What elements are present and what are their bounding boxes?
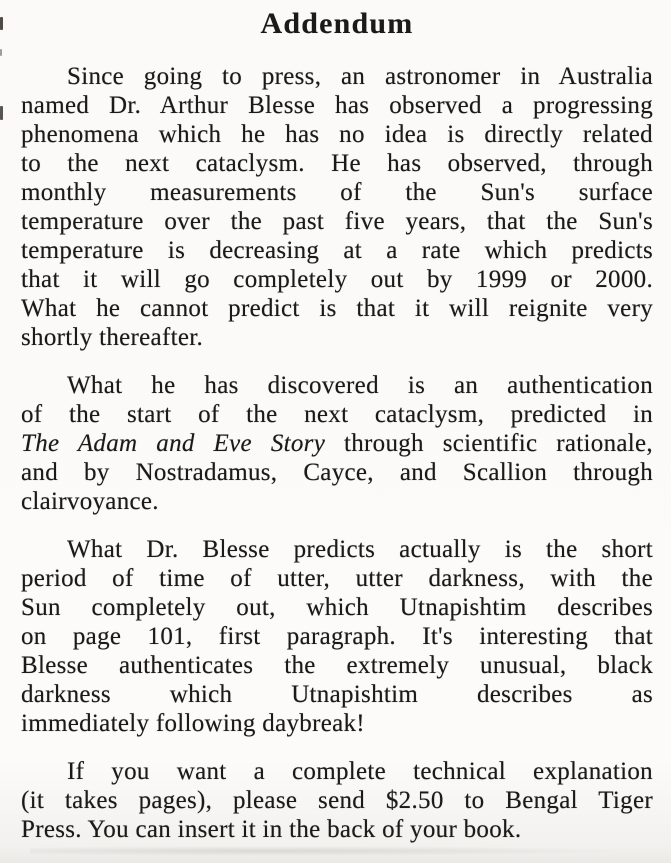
text-line: phenomena which he has no idea is directly related	[21, 121, 653, 148]
text-line: clairvoyance.	[21, 488, 159, 515]
scan-artifact	[0, 17, 3, 30]
text-line	[21, 429, 653, 458]
text-line: darkness which Utnapishtim describes as	[21, 681, 653, 708]
text-line: monthly measurements of the Sun's surface	[21, 179, 653, 206]
scan-artifact	[0, 106, 3, 120]
paragraph-3	[21, 535, 653, 738]
book-title-italic: The Adam and Eve Story	[21, 430, 326, 457]
text-line: shortly thereafter.	[21, 324, 204, 351]
text-line: Blesse authenticates the extremely unusual, black	[21, 652, 653, 679]
text-line: What he cannot predict is that it will reignite very	[21, 295, 653, 322]
paragraph-2	[21, 371, 653, 516]
text-line: on page 101, first paragraph. It's interesting that	[21, 623, 653, 650]
text-line: that it will go completely out by 1999 or 2000.	[21, 266, 653, 293]
text-line: If you want a complete technical explanation	[67, 758, 653, 785]
text-line: period of time of utter, utter darkness, with the	[21, 565, 653, 592]
text-line: (it takes pages), please send $2.50 to Bengal Tiger	[21, 787, 653, 814]
text-line: temperature over the past five years, that the Sun's	[21, 208, 653, 235]
paragraph-1	[21, 62, 653, 352]
text-line: temperature is decreasing at a rate which predicts	[21, 237, 653, 264]
text-line: to the next cataclysm. He has observed, through	[21, 150, 653, 177]
text-line: immediately following daybreak!	[21, 710, 365, 737]
text-line: Sun completely out, which Utnapishtim describes	[21, 594, 653, 621]
text-line: named Dr. Arthur Blesse has observed a progressing	[21, 92, 653, 119]
page-title: Addendum	[260, 7, 414, 40]
scan-artifact	[0, 49, 2, 56]
text-line: Press. You can insert it in the back of your book.	[21, 816, 522, 843]
text-segment: through scientific rationale,	[325, 430, 653, 457]
scan-smudge	[30, 846, 631, 856]
text-line: of the start of the next cataclysm, predicted in	[21, 401, 653, 428]
text-line: and by Nostradamus, Cayce, and Scallion through	[21, 459, 653, 486]
text-line: What Dr. Blesse predicts actually is the short	[67, 536, 653, 563]
paragraph-4	[21, 757, 653, 844]
text-line: Since going to press, an astronomer in Australia	[67, 63, 653, 90]
text-line: What he has discovered is an authentication	[67, 372, 653, 399]
